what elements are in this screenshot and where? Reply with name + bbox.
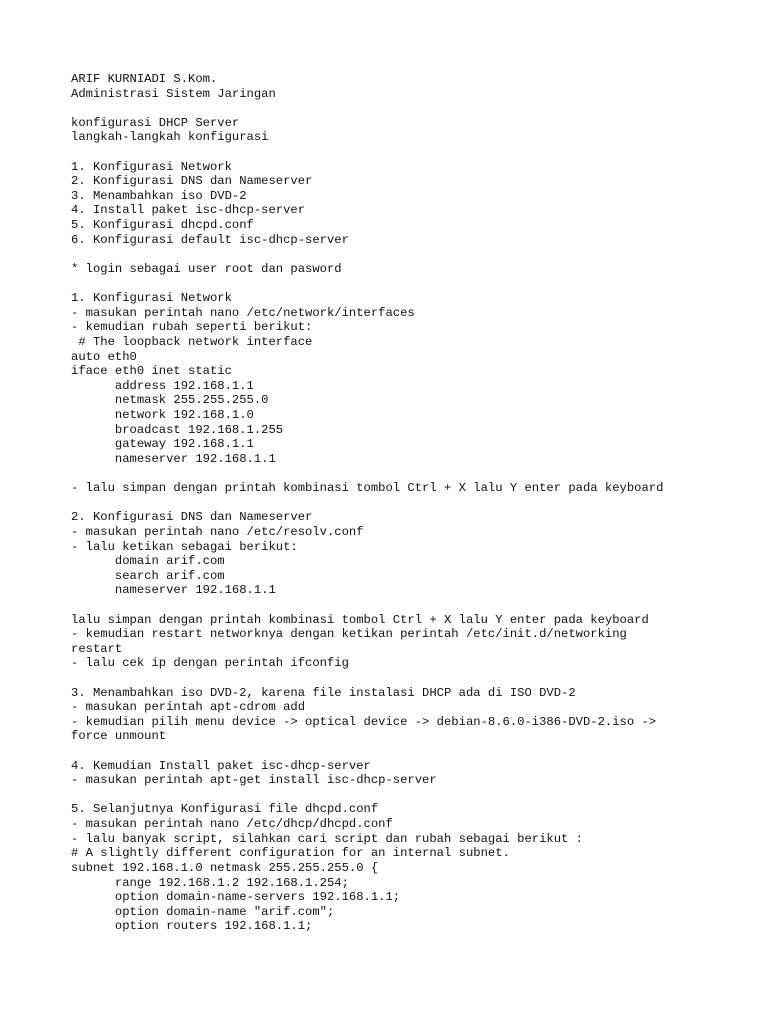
text-line: langkah-langkah konfigurasi xyxy=(71,130,269,145)
text-line: gateway 192.168.1.1 xyxy=(71,437,254,452)
text-line: - masukan perintah apt-get install isc-dhcp-server xyxy=(71,773,437,788)
text-line: option domain-name "arif.com"; xyxy=(71,904,335,919)
text-line: address 192.168.1.1 xyxy=(71,378,254,393)
text-line: 2. Konfigurasi DNS dan Nameserver xyxy=(71,510,313,525)
blank-line xyxy=(71,247,731,262)
text-line: search arif.com xyxy=(71,568,225,583)
text-line: - masukan perintah nano /etc/network/interfaces xyxy=(71,305,415,320)
text-line: - lalu ketikan sebagai berikut: xyxy=(71,539,298,554)
text-line: 5. Konfigurasi dhcpd.conf xyxy=(71,218,254,233)
text-line: nameserver 192.168.1.1 xyxy=(71,451,276,466)
text-line: nameserver 192.168.1.1 xyxy=(71,583,276,598)
text-line: - kemudian restart networknya dengan ketikan perintah /etc/init.d/networking xyxy=(71,627,627,642)
text-line: option routers 192.168.1.1; xyxy=(71,919,313,934)
text-line: 2. Konfigurasi DNS dan Nameserver xyxy=(71,174,313,189)
text-line: - kemudian rubah seperti berikut: xyxy=(71,320,313,335)
text-line: - masukan perintah nano /etc/dhcp/dhcpd.conf xyxy=(71,817,393,832)
text-line: lalu simpan dengan printah kombinasi tombol Ctrl + X lalu Y enter pada keyboard xyxy=(71,612,649,627)
text-line: broadcast 192.168.1.255 xyxy=(71,422,284,437)
blank-line xyxy=(71,671,731,686)
text-line: - lalu cek ip dengan perintah ifconfig xyxy=(71,656,349,671)
text-line: 6. Konfigurasi default isc-dhcp-server xyxy=(71,232,349,247)
text-line: ARIF KURNIADI S.Kom. xyxy=(71,72,218,86)
text-line: - lalu simpan dengan printah kombinasi tombol Ctrl + X lalu Y enter pada keyboard xyxy=(71,481,664,496)
text-line: - lalu banyak script, silahkan cari script dan rubah sebagai berikut : xyxy=(71,831,583,846)
text-line: # A slightly different configuration for an internal subnet. xyxy=(71,846,510,861)
text-line: 4. Install paket isc-dhcp-server xyxy=(71,203,306,218)
text-line: subnet 192.168.1.0 netmask 255.255.255.0 { xyxy=(71,860,379,875)
blank-line xyxy=(71,788,731,803)
text-line: # The loopback network interface xyxy=(71,334,313,349)
text-line: - masukan perintah nano /etc/resolv.conf xyxy=(71,524,364,539)
text-line: iface eth0 inet static xyxy=(71,364,232,379)
text-line: option domain-name-servers 192.168.1.1; xyxy=(71,890,401,905)
document-body xyxy=(71,72,731,934)
text-line: * login sebagai user root dan pasword xyxy=(71,261,342,276)
blank-line xyxy=(71,145,731,160)
blank-line xyxy=(71,466,731,481)
text-line: auto eth0 xyxy=(71,349,137,364)
text-line: 5. Selanjutnya Konfigurasi file dhcpd.conf xyxy=(71,802,379,817)
text-line: restart xyxy=(71,641,123,656)
text-line: - kemudian pilih menu device -> optical device -> debian-8.6.0-i386-DVD-2.iso -> xyxy=(71,714,657,729)
text-line: 3. Menambahkan iso DVD-2, karena file instalasi DHCP ada di ISO DVD-2 xyxy=(71,685,576,700)
blank-line xyxy=(71,744,731,759)
text-line: force unmount xyxy=(71,729,167,744)
text-line: konfigurasi DHCP Server xyxy=(71,115,240,130)
text-line: - masukan perintah apt-cdrom add xyxy=(71,700,306,715)
text-line: 1. Konfigurasi Network xyxy=(71,159,232,174)
text-line: range 192.168.1.2 192.168.1.254; xyxy=(71,875,349,890)
text-line: 4. Kemudian Install paket isc-dhcp-server xyxy=(71,758,371,773)
text-line: netmask 255.255.255.0 xyxy=(71,393,269,408)
text-line: 1. Konfigurasi Network xyxy=(71,291,232,306)
text-line: Administrasi Sistem Jaringan xyxy=(71,86,276,101)
text-line: 3. Menambahkan iso DVD-2 xyxy=(71,188,247,203)
text-line: network 192.168.1.0 xyxy=(71,408,254,423)
blank-line xyxy=(71,277,731,292)
blank-line xyxy=(71,101,731,116)
text-line: domain arif.com xyxy=(71,554,225,569)
blank-line xyxy=(71,496,731,511)
blank-line xyxy=(71,598,731,613)
